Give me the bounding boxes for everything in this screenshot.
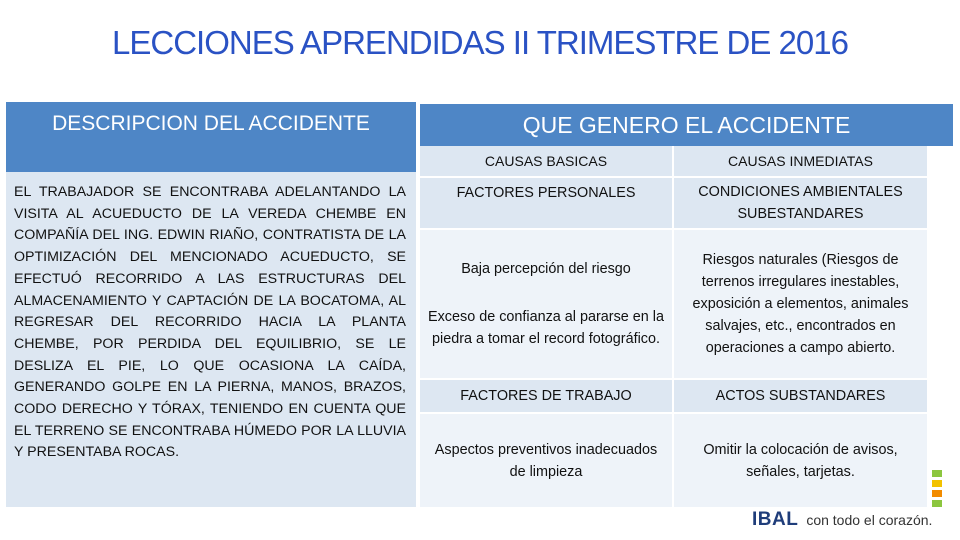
basic-cause-category-work: FACTORES DE TRABAJO — [420, 380, 672, 412]
basic-cause-low-risk-perception: Baja percepción del riesgo — [461, 261, 631, 277]
logo-mark: IBAL — [752, 509, 799, 530]
slide-title: LECCIONES APRENDIDAS II TRIMESTRE DE 2016 — [112, 24, 848, 61]
immediate-cause-category-conditions: CONDICIONES AMBIENTALES SUBESTANDARES — [674, 178, 927, 228]
immediate-cause-category-acts: ACTOS SUBSTANDARES — [674, 380, 927, 412]
immediate-causes-header: CAUSAS INMEDIATAS — [674, 146, 927, 176]
accident-description-header: DESCRIPCION DEL ACCIDENTE — [6, 102, 416, 172]
accident-description-text: EL TRABAJADOR SE ENCONTRABA ADELANTANDO LA VISITA AL ACUEDUCTO DE LA VEREDA CHEMBE EN COMPAÑÍA DEL ING. EDWIN RIAÑO, CONTRATISTA DE LA OPTIMIZACIÓN DEL MENCIONADO ACUEDUCTO, SE EFECTUÓ RECORRIDO A LAS ESTRUCTURAS DEL ALMACENAMIENTO Y CAPTACIÓN DE LA BOCATOMA, AL REGRESAR DEL RECORRIDO HACIA LA PLANTA CHEMBE, POR PERDIDA DEL EQUILIBRIO, SE LE DESLIZA EL PIE, LO QUE OCASIONA LA CAÍDA, GENERANDO GOLPE EN LA PIERNA, MANOS, BRAZOS, CODO DERECHO Y TÓRAX, TENIENDO EN CUENTA QUE EL TERRENO SE ENCONTRABA HÚMEDO POR LA LLUVIA Y PRESENTABA ROCAS. — [14, 184, 406, 461]
basic-cause-category-personal: FACTORES PERSONALES — [420, 178, 672, 228]
basic-cause-cleaning-aspects: Aspectos preventivos inadecuados de limpieza — [420, 414, 672, 507]
basic-cause-overconfidence: Exceso de confianza al pararse en la piedra a tomar el record fotográfico. — [428, 309, 664, 347]
basic-cause-personal-detail — [420, 230, 672, 378]
accident-description-panel — [6, 102, 416, 507]
basic-causes-header: CAUSAS BASICAS — [420, 146, 672, 176]
logo-graphic-icon — [920, 470, 944, 510]
immediate-cause-natural-risks: Riesgos naturales (Riesgos de terrenos irregulares inestables, exposición a elementos, animales salvajes, etc., encontrados en operaciones a campo abierto. — [674, 230, 927, 378]
logo-tagline: con todo el corazón. — [806, 512, 933, 528]
immediate-cause-missing-signs: Omitir la colocación de avisos, señales, tarjetas. — [674, 414, 927, 507]
accident-causes-header: QUE GENERO EL ACCIDENTE — [420, 104, 953, 146]
company-logo — [752, 508, 932, 532]
